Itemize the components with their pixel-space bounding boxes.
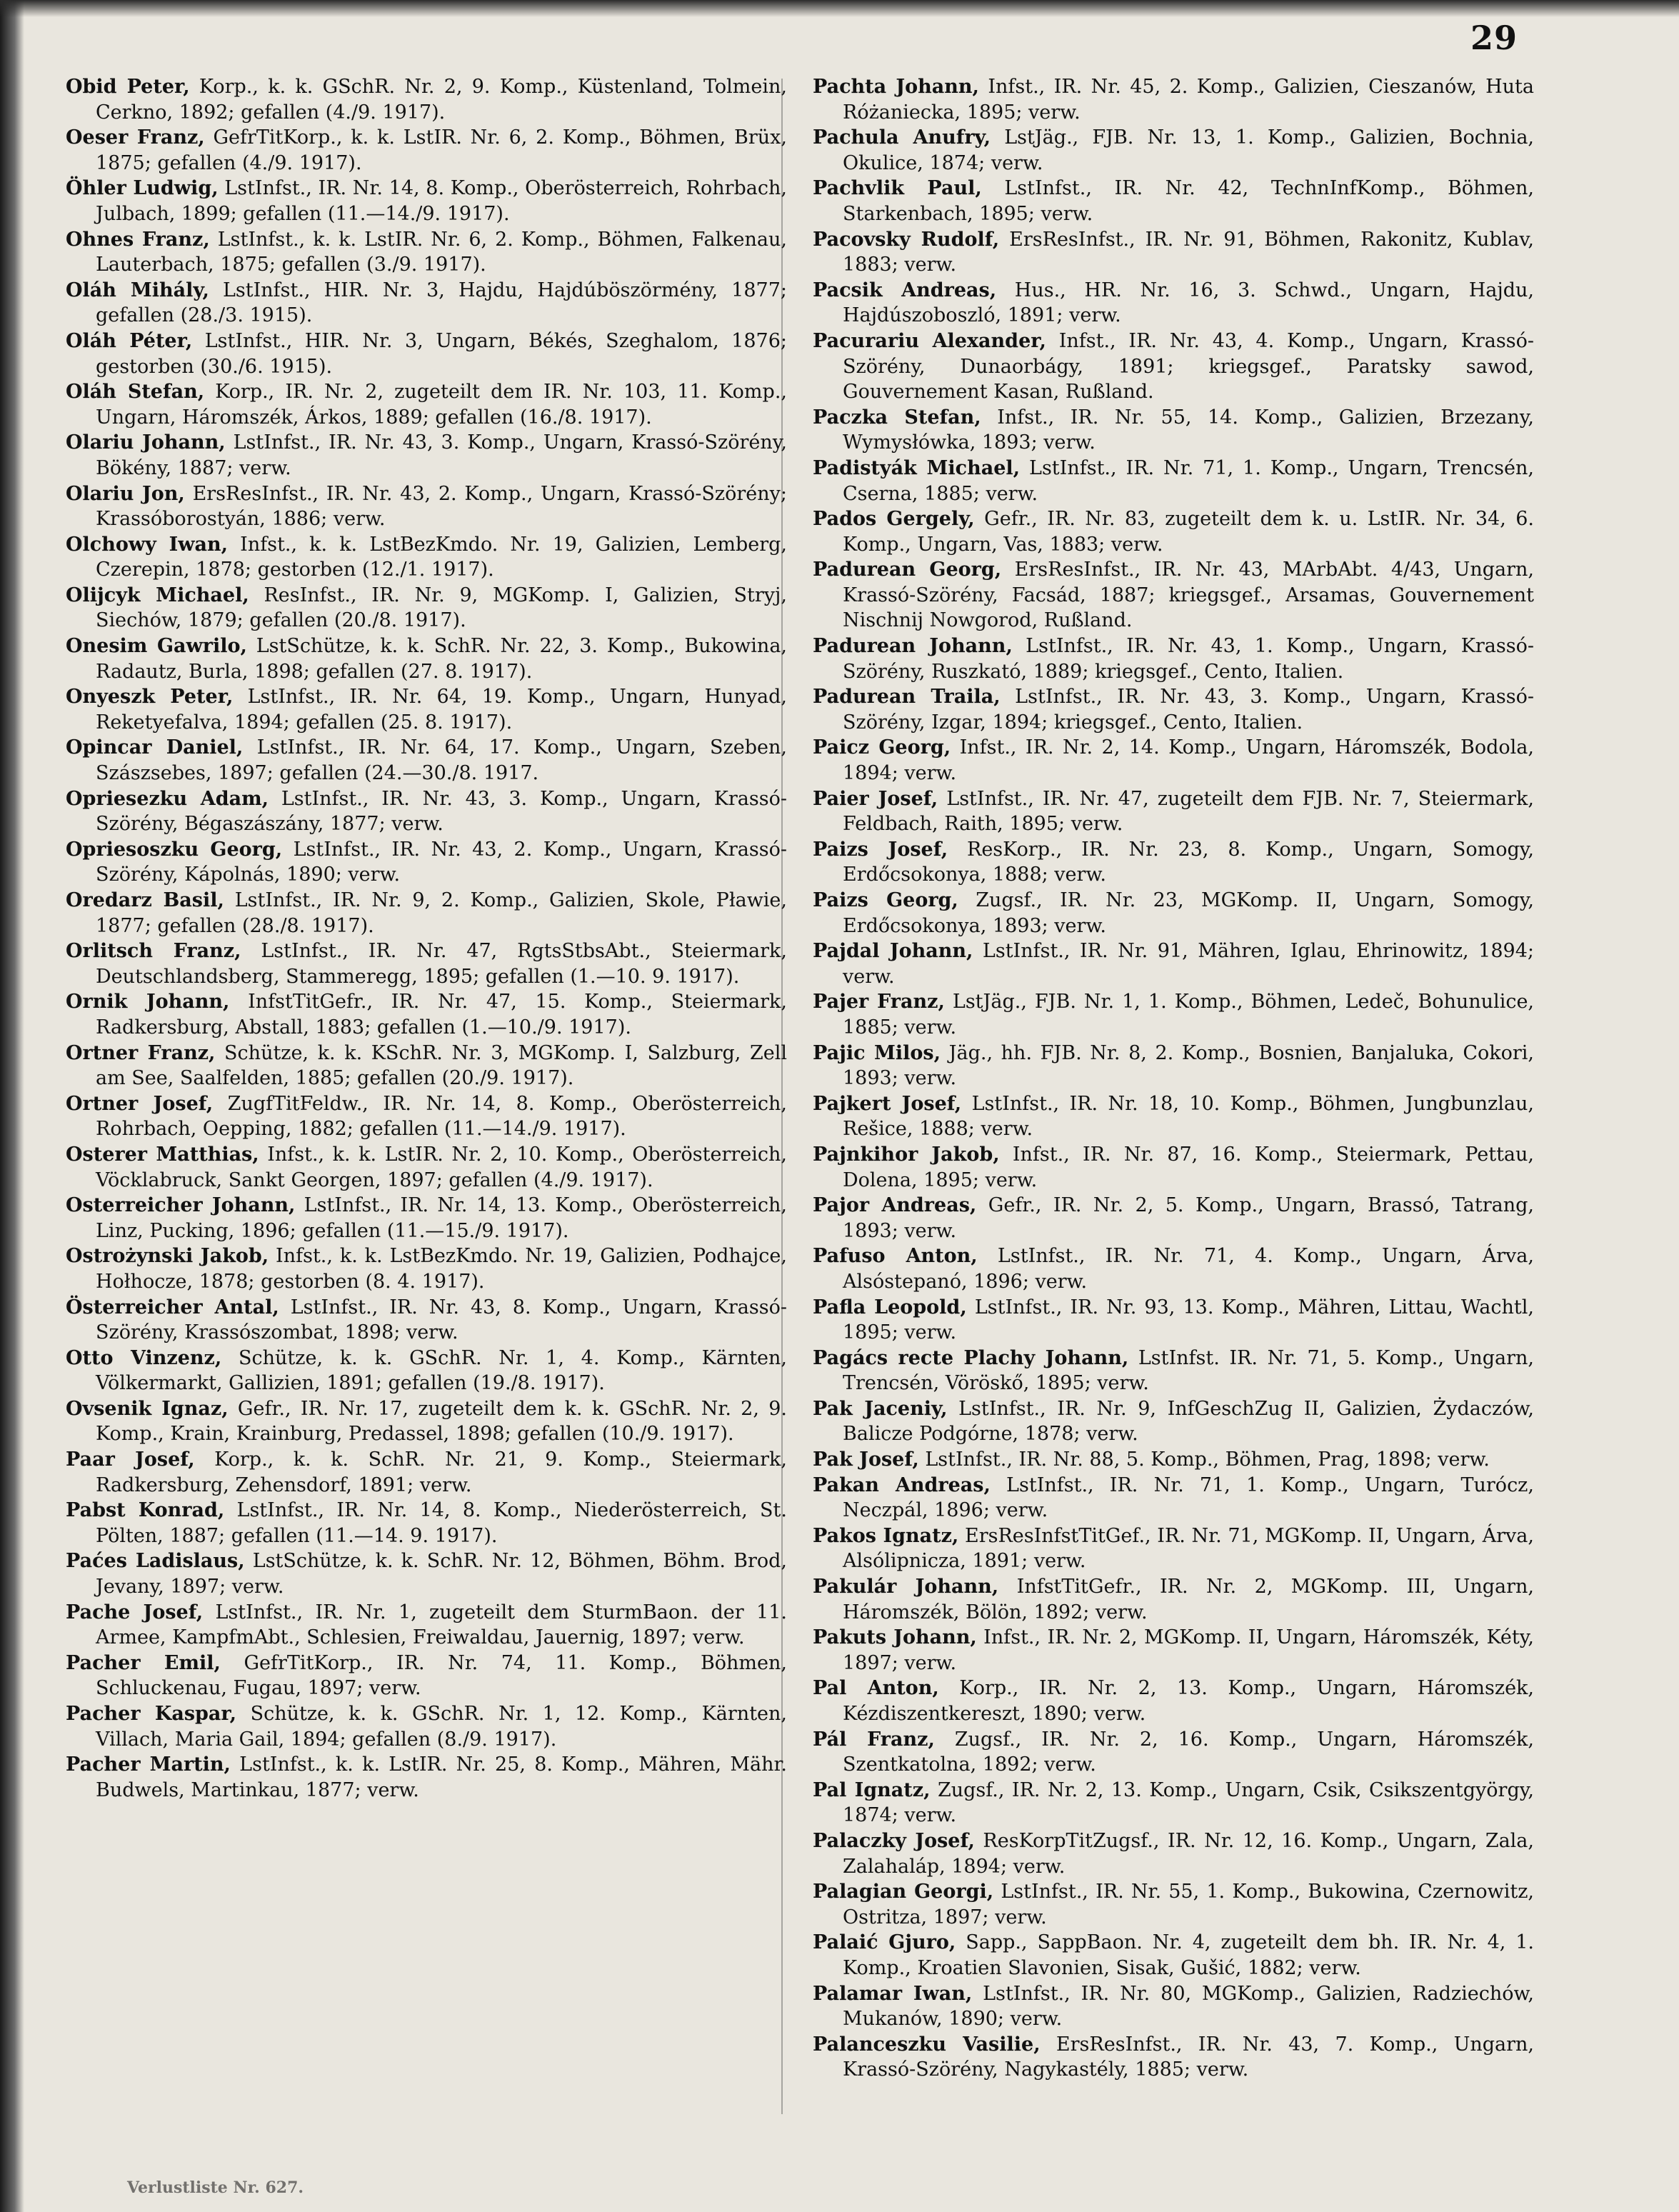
entry-name: Palaczky Josef,	[813, 1829, 975, 1852]
entry-name: Pacovsky Rudolf,	[813, 228, 1000, 251]
entry-details: ErsResInfst., IR. Nr. 43, 7. Komp., Ungarn, Krassó-Szörény, Nagykastély, 1885; verw.	[843, 2033, 1535, 2081]
entry-details: LstInfst. IR. Nr. 71, 5. Komp., Ungarn, Trencsén, Vöröskő, 1895; verw.	[843, 1346, 1534, 1395]
list-entry	[813, 227, 1534, 278]
entry-name: Ornik Johann,	[66, 991, 230, 1014]
entry-details: Infst., k. k. LstBezKmdo. Nr. 19, Galizien, Lemberg, Czerepin, 1878; gestorben (12./1. 1917).	[96, 533, 787, 581]
entry-details: InfstTitGefr., IR. Nr. 2, MGKomp. III, Ungarn, Háromszék, Bölön, 1892; verw.	[843, 1576, 1535, 1623]
entry-details: LstSchütze, k. k. SchR. Nr. 22, 3. Komp., Bukowina, Radautz, Burla, 1898; gefallen (27. 8. 1917).	[96, 635, 787, 683]
entry-details: LstInfst., HIR. Nr. 3, Ungarn, Békés, Szeghalom, 1876; gestorben (30./6. 1915).	[96, 329, 787, 378]
list-entry	[813, 1396, 1534, 1447]
entry-name: Ohnes Franz,	[66, 228, 210, 251]
entry-name: Pafla Leopold,	[813, 1296, 967, 1318]
list-entry	[813, 786, 1534, 837]
list-entry	[66, 278, 787, 329]
entry-name: Oredarz Basil,	[66, 889, 224, 911]
entry-details: ZugfTitFeldw., IR. Nr. 14, 8. Komp., Oberösterreich, Rohrbach, Oepping, 1882; gefallen (11.—14./9. 1917).	[96, 1092, 787, 1141]
entry-name: Paar Josef,	[66, 1448, 195, 1471]
list-entry	[66, 1142, 787, 1193]
list-entry	[813, 1447, 1534, 1473]
list-entry	[813, 837, 1534, 888]
list-entry	[66, 1752, 787, 1803]
entry-details: LstInfst., IR. Nr. 93, 13. Komp., Mähren, Littau, Wachtl, 1895; verw.	[843, 1296, 1534, 1344]
entry-name: Otto Vinzenz,	[66, 1346, 222, 1369]
list-entry	[66, 430, 787, 481]
entry-name: Ortner Josef,	[66, 1092, 214, 1115]
entry-details: Korp., k. k. GSchR. Nr. 2, 9. Komp., Küstenland, Tolmein, Cerkno, 1892; gefallen (4./9. 1917).	[96, 76, 787, 124]
list-entry	[813, 939, 1534, 989]
entry-name: Pakuts Johann,	[813, 1626, 977, 1649]
entry-name: Pajic Milos,	[813, 1041, 941, 1064]
entry-name: Oláh Stefan,	[66, 381, 205, 404]
entry-name: Pagács recte Plachy Johann,	[813, 1346, 1129, 1369]
list-entry	[66, 481, 787, 532]
entry-name: Palanceszku Vasilie,	[813, 2033, 1041, 2056]
entry-details: LstInfst., IR. Nr. 14, 8. Komp., Oberösterreich, Rohrbach, Julbach, 1899; gefallen (11.—14./9. 1917).	[96, 177, 787, 225]
entry-name: Pajdal Johann,	[813, 940, 973, 963]
entry-details: LstInfst., IR. Nr. 71, 4. Komp., Ungarn, Árva, Alsóstepanó, 1896; verw.	[843, 1245, 1534, 1293]
entry-name: Opriesezku Adam,	[66, 787, 269, 810]
entry-details: Zugsf., IR. Nr. 23, MGKomp. II, Ungarn, Somogy, Erdőcsokonya, 1893; verw.	[843, 889, 1534, 937]
list-entry	[813, 735, 1534, 786]
entry-details: LstInfst., IR. Nr. 18, 10. Komp., Böhmen, Jungbunzlau, Rešice, 1888; verw.	[843, 1092, 1534, 1141]
entry-name: Pabst Konrad,	[66, 1499, 225, 1522]
entry-details: InfstTitGefr., IR. Nr. 47, 15. Komp., Steiermark, Radkersburg, Abstall, 1883; gefallen (1.—10./9. 1917).	[96, 991, 787, 1039]
entry-name: Pachula Anufry,	[813, 126, 991, 149]
list-entry	[66, 379, 787, 430]
list-entry	[813, 888, 1534, 939]
entry-name: Pafuso Anton,	[813, 1245, 978, 1268]
entry-details: ErsResInfst., IR. Nr. 43, 2. Komp., Ungarn, Krassó-Szörény; Krassóborostyán, 1886; verw.	[96, 482, 787, 531]
entry-details: Infst., IR. Nr. 43, 4. Komp., Ungarn, Krassó-Szörény, Dunaorbágy, 1891; kriegsgef., Paratsky sawod, Gouvernement Kasan, Rußland.	[843, 329, 1534, 404]
entry-details: LstInfst., IR. Nr. 71, 1. Komp., Ungarn, Trencsén, Cserna, 1885; verw.	[843, 456, 1534, 505]
entry-name: Pajkert Josef,	[813, 1092, 962, 1115]
entry-details: GefrTitKorp., IR. Nr. 74, 11. Komp., Böhmen, Schluckenau, Fugau, 1897; verw.	[96, 1651, 787, 1700]
list-entry	[66, 1447, 787, 1498]
entry-name: Ortner Franz,	[66, 1041, 216, 1064]
right-column	[813, 74, 1534, 2083]
entry-name: Pakulár Johann,	[813, 1576, 999, 1598]
entry-name: Pal Anton,	[813, 1677, 939, 1700]
entry-name: Pakos Ignatz,	[813, 1524, 959, 1547]
entry-details: LstInfst., IR. Nr. 14, 13. Komp., Oberösterreich, Linz, Pucking, 1896; gefallen (11.—15./9. 1917).	[96, 1194, 787, 1242]
list-entry	[813, 634, 1534, 684]
entry-details: Korp., IR. Nr. 2, zugeteilt dem IR. Nr. 103, 11. Komp., Ungarn, Háromszék, Árkos, 1889; gefallen (16./8. 1917).	[96, 381, 787, 429]
entry-details: Hus., HR. Nr. 16, 3. Schwd., Ungarn, Hajdu, Hajdúszoboszló, 1891; verw.	[843, 279, 1534, 327]
entry-name: Pál Franz,	[813, 1728, 935, 1751]
entry-details: LstInfst., IR. Nr. 43, 3. Komp., Ungarn, Krassó-Szörény, Izgar, 1894; kriegsgef., Cento, Italien.	[843, 686, 1535, 734]
entry-details: ResInfst., IR. Nr. 9, MGKomp. I, Galizien, Stryj, Siechów, 1879; gefallen (20./8. 1917).	[96, 584, 787, 632]
entry-details: Jäg., hh. FJB. Nr. 8, 2. Komp., Bosnien, Banjaluka, Cokori, 1893; verw.	[843, 1041, 1535, 1090]
entry-details: LstInfst., IR. Nr. 64, 19. Komp., Ungarn, Hunyad, Reketyefalva, 1894; gefallen (25. 8. 1917).	[96, 686, 788, 734]
entry-name: Palaić Gjuro,	[813, 1931, 956, 1954]
list-entry	[813, 1727, 1534, 1778]
column-divider	[781, 79, 783, 2114]
list-entry	[813, 456, 1534, 506]
list-entry	[813, 506, 1534, 557]
list-entry	[66, 786, 787, 837]
entry-details: Infst., k. k. LstIR. Nr. 2, 10. Komp., Oberösterreich, Vöcklabruck, Sankt Georgen, 1897; gefallen (4./9. 1917).	[96, 1143, 787, 1191]
entry-details: LstInfst., IR. Nr. 91, Mähren, Iglau, Ehrinowitz, 1894; verw.	[843, 940, 1534, 988]
entry-name: Pal Ignatz,	[813, 1778, 931, 1801]
entry-details: LstInfst., IR. Nr. 88, 5. Komp., Böhmen, Prag, 1898; verw.	[918, 1448, 1490, 1471]
list-entry	[813, 1625, 1534, 1676]
list-entry	[66, 583, 787, 634]
list-entry	[813, 1142, 1534, 1193]
list-entry	[66, 1346, 787, 1396]
entry-details: ResKorpTitZugsf., IR. Nr. 12, 16. Komp., Ungarn, Zala, Zalahaláp, 1894; verw.	[843, 1829, 1534, 1878]
list-entry	[66, 684, 787, 735]
list-entry	[813, 1930, 1534, 1981]
entry-details: Zugsf., IR. Nr. 2, 13. Komp., Ungarn, Csik, Csikszentgyörgy, 1874; verw.	[843, 1778, 1534, 1827]
list-entry	[813, 1193, 1534, 1243]
entry-name: Pachta Johann,	[813, 76, 979, 98]
entry-name: Padurean Traila,	[813, 686, 1001, 709]
list-entry	[66, 1600, 787, 1651]
list-entry	[66, 837, 787, 888]
list-entry	[813, 74, 1534, 125]
entry-name: Opriesoszku Georg,	[66, 838, 283, 861]
list-entry	[813, 1295, 1534, 1346]
entry-details: Schütze, k. k. GSchR. Nr. 1, 4. Komp., Kärnten, Völkermarkt, Gallizien, 1891; gefallen (19./8. 1917).	[96, 1346, 788, 1395]
list-entry	[66, 888, 787, 939]
entry-name: Pacsik Andreas,	[813, 279, 997, 301]
entry-details: LstSchütze, k. k. SchR. Nr. 12, Böhmen, Böhm. Brod, Jevany, 1897; verw.	[96, 1550, 787, 1598]
entry-details: ResKorp., IR. Nr. 23, 8. Komp., Ungarn, Somogy, Erdőcsokonya, 1888; verw.	[843, 838, 1534, 886]
list-entry	[66, 989, 787, 1040]
entry-details: Infst., IR. Nr. 2, 14. Komp., Ungarn, Háromszék, Bodola, 1894; verw.	[843, 736, 1534, 785]
entry-details: LstInfst., IR. Nr. 43, 2. Komp., Ungarn, Krassó-Szörény, Kápolnás, 1890; verw.	[96, 838, 787, 886]
entry-details: Gefr., IR. Nr. 17, zugeteilt dem k. k. GSchR. Nr. 2, 9. Komp., Krain, Krainburg, Predassel, 1898; gefallen (10./9. 1917).	[96, 1397, 787, 1446]
list-entry	[66, 1295, 787, 1346]
entry-name: Padistyák Michael,	[813, 456, 1021, 479]
entry-name: Opincar Daniel,	[66, 736, 244, 759]
scan-top-edge	[0, 0, 1679, 17]
list-entry	[66, 1091, 787, 1142]
entry-name: Paczka Stefan,	[813, 406, 981, 429]
list-entry	[66, 1193, 787, 1243]
entry-details: LstInfst., k. k. LstIR. Nr. 25, 8. Komp., Mähren, Mähr. Budwels, Martinkau, 1877; verw.	[96, 1753, 787, 1801]
entry-name: Osterer Matthias,	[66, 1143, 259, 1166]
entry-details: Infst., IR. Nr. 87, 16. Komp., Steiermark, Pettau, Dolena, 1895; verw.	[843, 1143, 1534, 1191]
entry-details: LstInfst., IR. Nr. 43, 3. Komp., Ungarn, Krassó-Szörény, Bökény, 1887; verw.	[96, 431, 788, 479]
entry-name: Olchowy Iwan,	[66, 533, 229, 556]
list-entry	[813, 1778, 1534, 1828]
entry-name: Pacher Emil,	[66, 1651, 221, 1674]
list-entry	[813, 989, 1534, 1040]
list-entry	[66, 1651, 787, 1701]
entry-name: Pak Jaceniy,	[813, 1397, 948, 1420]
entry-details: Korp., IR. Nr. 2, 13. Komp., Ungarn, Háromszék, Kézdiszentkereszt, 1890; verw.	[843, 1677, 1534, 1725]
entry-details: LstInfst., IR. Nr. 55, 1. Komp., Bukowina, Czernowitz, Ostritza, 1897; verw.	[843, 1881, 1534, 1928]
list-entry	[813, 125, 1534, 176]
entry-name: Ostrożynski Jakob,	[66, 1245, 269, 1268]
left-column	[66, 74, 787, 1803]
list-entry	[66, 1701, 787, 1752]
entry-details: LstInfst., IR. Nr. 47, zugeteilt dem FJB. Nr. 7, Steiermark, Feldbach, Raith, 1895; verw.	[843, 787, 1534, 836]
entry-name: Palagian Georgi,	[813, 1881, 994, 1903]
list-entry	[813, 1041, 1534, 1091]
entry-name: Paizs Josef,	[813, 838, 948, 861]
entry-name: Pak Josef,	[813, 1448, 919, 1471]
entry-name: Öhler Ludwig,	[66, 177, 219, 200]
entry-details: LstInfst., k. k. LstIR. Nr. 6, 2. Komp., Böhmen, Falkenau, Lauterbach, 1875; gefallen (3./9. 1917).	[96, 228, 787, 276]
list-entry	[813, 1676, 1534, 1726]
entry-name: Pajer Franz,	[813, 991, 945, 1014]
list-entry	[813, 1243, 1534, 1294]
list-entry	[813, 1473, 1534, 1523]
entry-details: LstInfst., HIR. Nr. 3, Hajdu, Hajdúböszörmény, 1877; gefallen (28./3. 1915).	[96, 279, 787, 327]
entry-details: LstInfst., IR. Nr. 64, 17. Komp., Ungarn, Szeben, Szászsebes, 1897; gefallen (24.—30./8. 1917.	[96, 736, 787, 785]
list-entry	[66, 227, 787, 278]
list-entry	[66, 74, 787, 125]
entry-details: Infst., IR. Nr. 45, 2. Komp., Galizien, Cieszanów, Huta Różaniecka, 1895; verw.	[843, 76, 1534, 124]
entry-details: LstInfst., IR. Nr. 43, 3. Komp., Ungarn, Krassó-Szörény, Bégaszászány, 1877; verw.	[96, 787, 787, 836]
list-entry	[66, 634, 787, 684]
list-entry	[66, 939, 787, 989]
entry-name: Pacher Kaspar,	[66, 1703, 237, 1725]
entry-name: Pados Gergely,	[813, 508, 975, 531]
entry-details: Infst., IR. Nr. 55, 14. Komp., Galizien, Brzezany, Wymysłówka, 1893; verw.	[843, 406, 1534, 454]
entry-name: Orlitsch Franz,	[66, 940, 241, 963]
entry-details: LstJäg., FJB. Nr. 1, 1. Komp., Böhmen, Ledeč, Bohunulice, 1885; verw.	[843, 991, 1535, 1039]
list-entry	[813, 2032, 1534, 2083]
entry-details: LstInfst., IR. Nr. 42, TechnInfKomp., Böhmen, Starkenbach, 1895; verw.	[843, 177, 1535, 225]
entry-details: LstJäg., FJB. Nr. 13, 1. Komp., Galizien, Bochnia, Okulice, 1874; verw.	[843, 126, 1534, 174]
entry-details: LstInfst., IR. Nr. 1, zugeteilt dem SturmBaon. der 11. Armee, KampfmAbt., Schlesien, Freiwaldau, Jauernig, 1897; verw.	[96, 1601, 787, 1649]
entry-details: LstInfst., IR. Nr. 43, 8. Komp., Ungarn, Krassó-Szörény, Krassószombat, 1898; verw.	[96, 1296, 787, 1344]
entry-name: Oláh Péter,	[66, 329, 193, 352]
list-entry	[66, 532, 787, 583]
list-entry	[813, 1879, 1534, 1930]
list-entry	[66, 176, 787, 226]
entry-name: Padurean Georg,	[813, 559, 1002, 581]
entry-name: Osterreicher Johann,	[66, 1194, 296, 1217]
list-entry	[813, 1981, 1534, 2032]
list-entry	[66, 1548, 787, 1599]
entry-name: Paicz Georg,	[813, 736, 951, 759]
list-entry	[66, 329, 787, 379]
list-entry	[813, 1574, 1534, 1625]
entry-details: ErsResInfst., IR. Nr. 43, MArbAbt. 4/43, Ungarn, Krassó-Szörény, Facsád, 1887; kriegsgef., Arsamas, Gouvernement Nischnij Nowgorod, Rußland.	[843, 559, 1534, 632]
entry-details: LstInfst., IR. Nr. 71, 1. Komp., Ungarn, Turócz, Neczpál, 1896; verw.	[843, 1473, 1534, 1522]
entry-details: Schütze, k. k. GSchR. Nr. 1, 12. Komp., Kärnten, Villach, Maria Gail, 1894; gefallen (8./9. 1917).	[96, 1703, 787, 1751]
list-entry	[66, 1243, 787, 1294]
page-number: 29	[1470, 19, 1518, 57]
entry-name: Pacurariu Alexander,	[813, 329, 1046, 352]
entry-details: LstInfst., IR. Nr. 43, 1. Komp., Ungarn, Krassó-Szörény, Ruszkató, 1889; kriegsgef., Cento, Italien.	[843, 635, 1534, 683]
entry-name: Pache Josef,	[66, 1601, 204, 1623]
list-entry	[813, 1523, 1534, 1574]
entry-name: Paier Josef,	[813, 787, 938, 810]
entry-details: Zugsf., IR. Nr. 2, 16. Komp., Ungarn, Háromszék, Szentkatolna, 1892; verw.	[843, 1728, 1534, 1776]
list-entry	[813, 1828, 1534, 1879]
entry-name: Olijcyk Michael,	[66, 584, 249, 606]
list-entry	[813, 405, 1534, 456]
entry-name: Obid Peter,	[66, 76, 190, 98]
entry-details: Korp., k. k. SchR. Nr. 21, 9. Komp., Steiermark, Radkersburg, Zehensdorf, 1891; verw.	[96, 1448, 787, 1496]
list-entry	[66, 735, 787, 786]
list-entry	[813, 278, 1534, 329]
entry-details: Gefr., IR. Nr. 2, 5. Komp., Ungarn, Brassó, Tatrang, 1893; verw.	[843, 1194, 1534, 1242]
entry-details: Infst., k. k. LstBezKmdo. Nr. 19, Galizien, Podhajce, Hołhocze, 1878; gestorben (8. 4. 1917).	[96, 1245, 787, 1293]
entry-name: Onyeszk Peter,	[66, 686, 234, 709]
entry-name: Ovsenik Ignaz,	[66, 1397, 229, 1420]
list-entry	[66, 125, 787, 176]
entry-name: Pakan Andreas,	[813, 1473, 991, 1496]
entry-details: LstInfst., IR. Nr. 14, 8. Komp., Niederösterreich, St. Pölten, 1887; gefallen (11.—14. 9. 1917).	[96, 1499, 787, 1547]
entry-name: Onesim Gawrilo,	[66, 635, 247, 658]
scan-edge	[0, 0, 24, 2212]
list-entry	[813, 329, 1534, 405]
entry-details: Sapp., SappBaon. Nr. 4, zugeteilt dem bh. IR. Nr. 4, 1. Komp., Kroatien Slavonien, Sisak, Gušić, 1882; verw.	[843, 1931, 1535, 1979]
entry-details: LstInfst., IR. Nr. 9, 2. Komp., Galizien, Skole, Pławie, 1877; gefallen (28./8. 1917).	[96, 889, 787, 937]
list-entry	[66, 1041, 787, 1091]
entry-details: Gefr., IR. Nr. 83, zugeteilt dem k. u. LstIR. Nr. 34, 6. Komp., Ungarn, Vas, 1883; verw.	[843, 508, 1534, 556]
entry-name: Österreicher Antal,	[66, 1296, 279, 1318]
entry-details: Infst., IR. Nr. 2, MGKomp. II, Ungarn, Háromszék, Kéty, 1897; verw.	[843, 1626, 1534, 1674]
entry-name: Oláh Mihály,	[66, 279, 209, 301]
entry-name: Oeser Franz,	[66, 126, 205, 149]
entry-name: Paizs Georg,	[813, 889, 958, 911]
entry-details: GefrTitKorp., k. k. LstIR. Nr. 6, 2. Komp., Böhmen, Brüx, 1875; gefallen (4./9. 1917).	[96, 126, 787, 174]
entry-details: ErsResInfst., IR. Nr. 91, Böhmen, Rakonitz, Kublav, 1883; verw.	[843, 228, 1534, 276]
entry-name: Pajnkihor Jakob,	[813, 1143, 1000, 1166]
footer-mark: Verlustliste Nr. 627.	[127, 2178, 304, 2197]
entry-name: Padurean Johann,	[813, 635, 1013, 658]
entry-name: Pachvlik Paul,	[813, 177, 982, 200]
entry-details: LstInfst., IR. Nr. 47, RgtsStbsAbt., Steiermark, Deutschlandsberg, Stammeregg, 1895; gefallen (1.—10. 9. 1917).	[96, 940, 787, 988]
entry-details: Schütze, k. k. KSchR. Nr. 3, MGKomp. I, Salzburg, Zell am See, Saalfelden, 1885; gefallen (20./9. 1917).	[96, 1041, 787, 1090]
entry-details: ErsResInfstTitGef., IR. Nr. 71, MGKomp. II, Ungarn, Árva, Alsólipnicza, 1891; verw.	[843, 1524, 1534, 1573]
list-entry	[66, 1396, 787, 1447]
entry-name: Pacher Martin,	[66, 1753, 231, 1776]
entry-name: Olariu Johann,	[66, 431, 226, 454]
list-entry	[813, 1346, 1534, 1396]
list-entry	[813, 1091, 1534, 1142]
list-entry	[813, 176, 1534, 226]
entry-details: LstInfst., IR. Nr. 9, InfGeschZug II, Galizien, Żydaczów, Balicze Podgórne, 1878; verw.	[843, 1397, 1534, 1446]
entry-name: Olariu Jon,	[66, 482, 185, 505]
entry-name: Pajor Andreas,	[813, 1194, 977, 1217]
list-entry	[66, 1498, 787, 1548]
list-entry	[813, 684, 1534, 735]
entry-name: Paćes Ladislaus,	[66, 1550, 245, 1573]
entry-details: LstInfst., IR. Nr. 80, MGKomp., Galizien, Radziechów, Mukanów, 1890; verw.	[843, 1982, 1534, 2031]
list-entry	[813, 557, 1534, 634]
entry-name: Palamar Iwan,	[813, 1982, 973, 2005]
